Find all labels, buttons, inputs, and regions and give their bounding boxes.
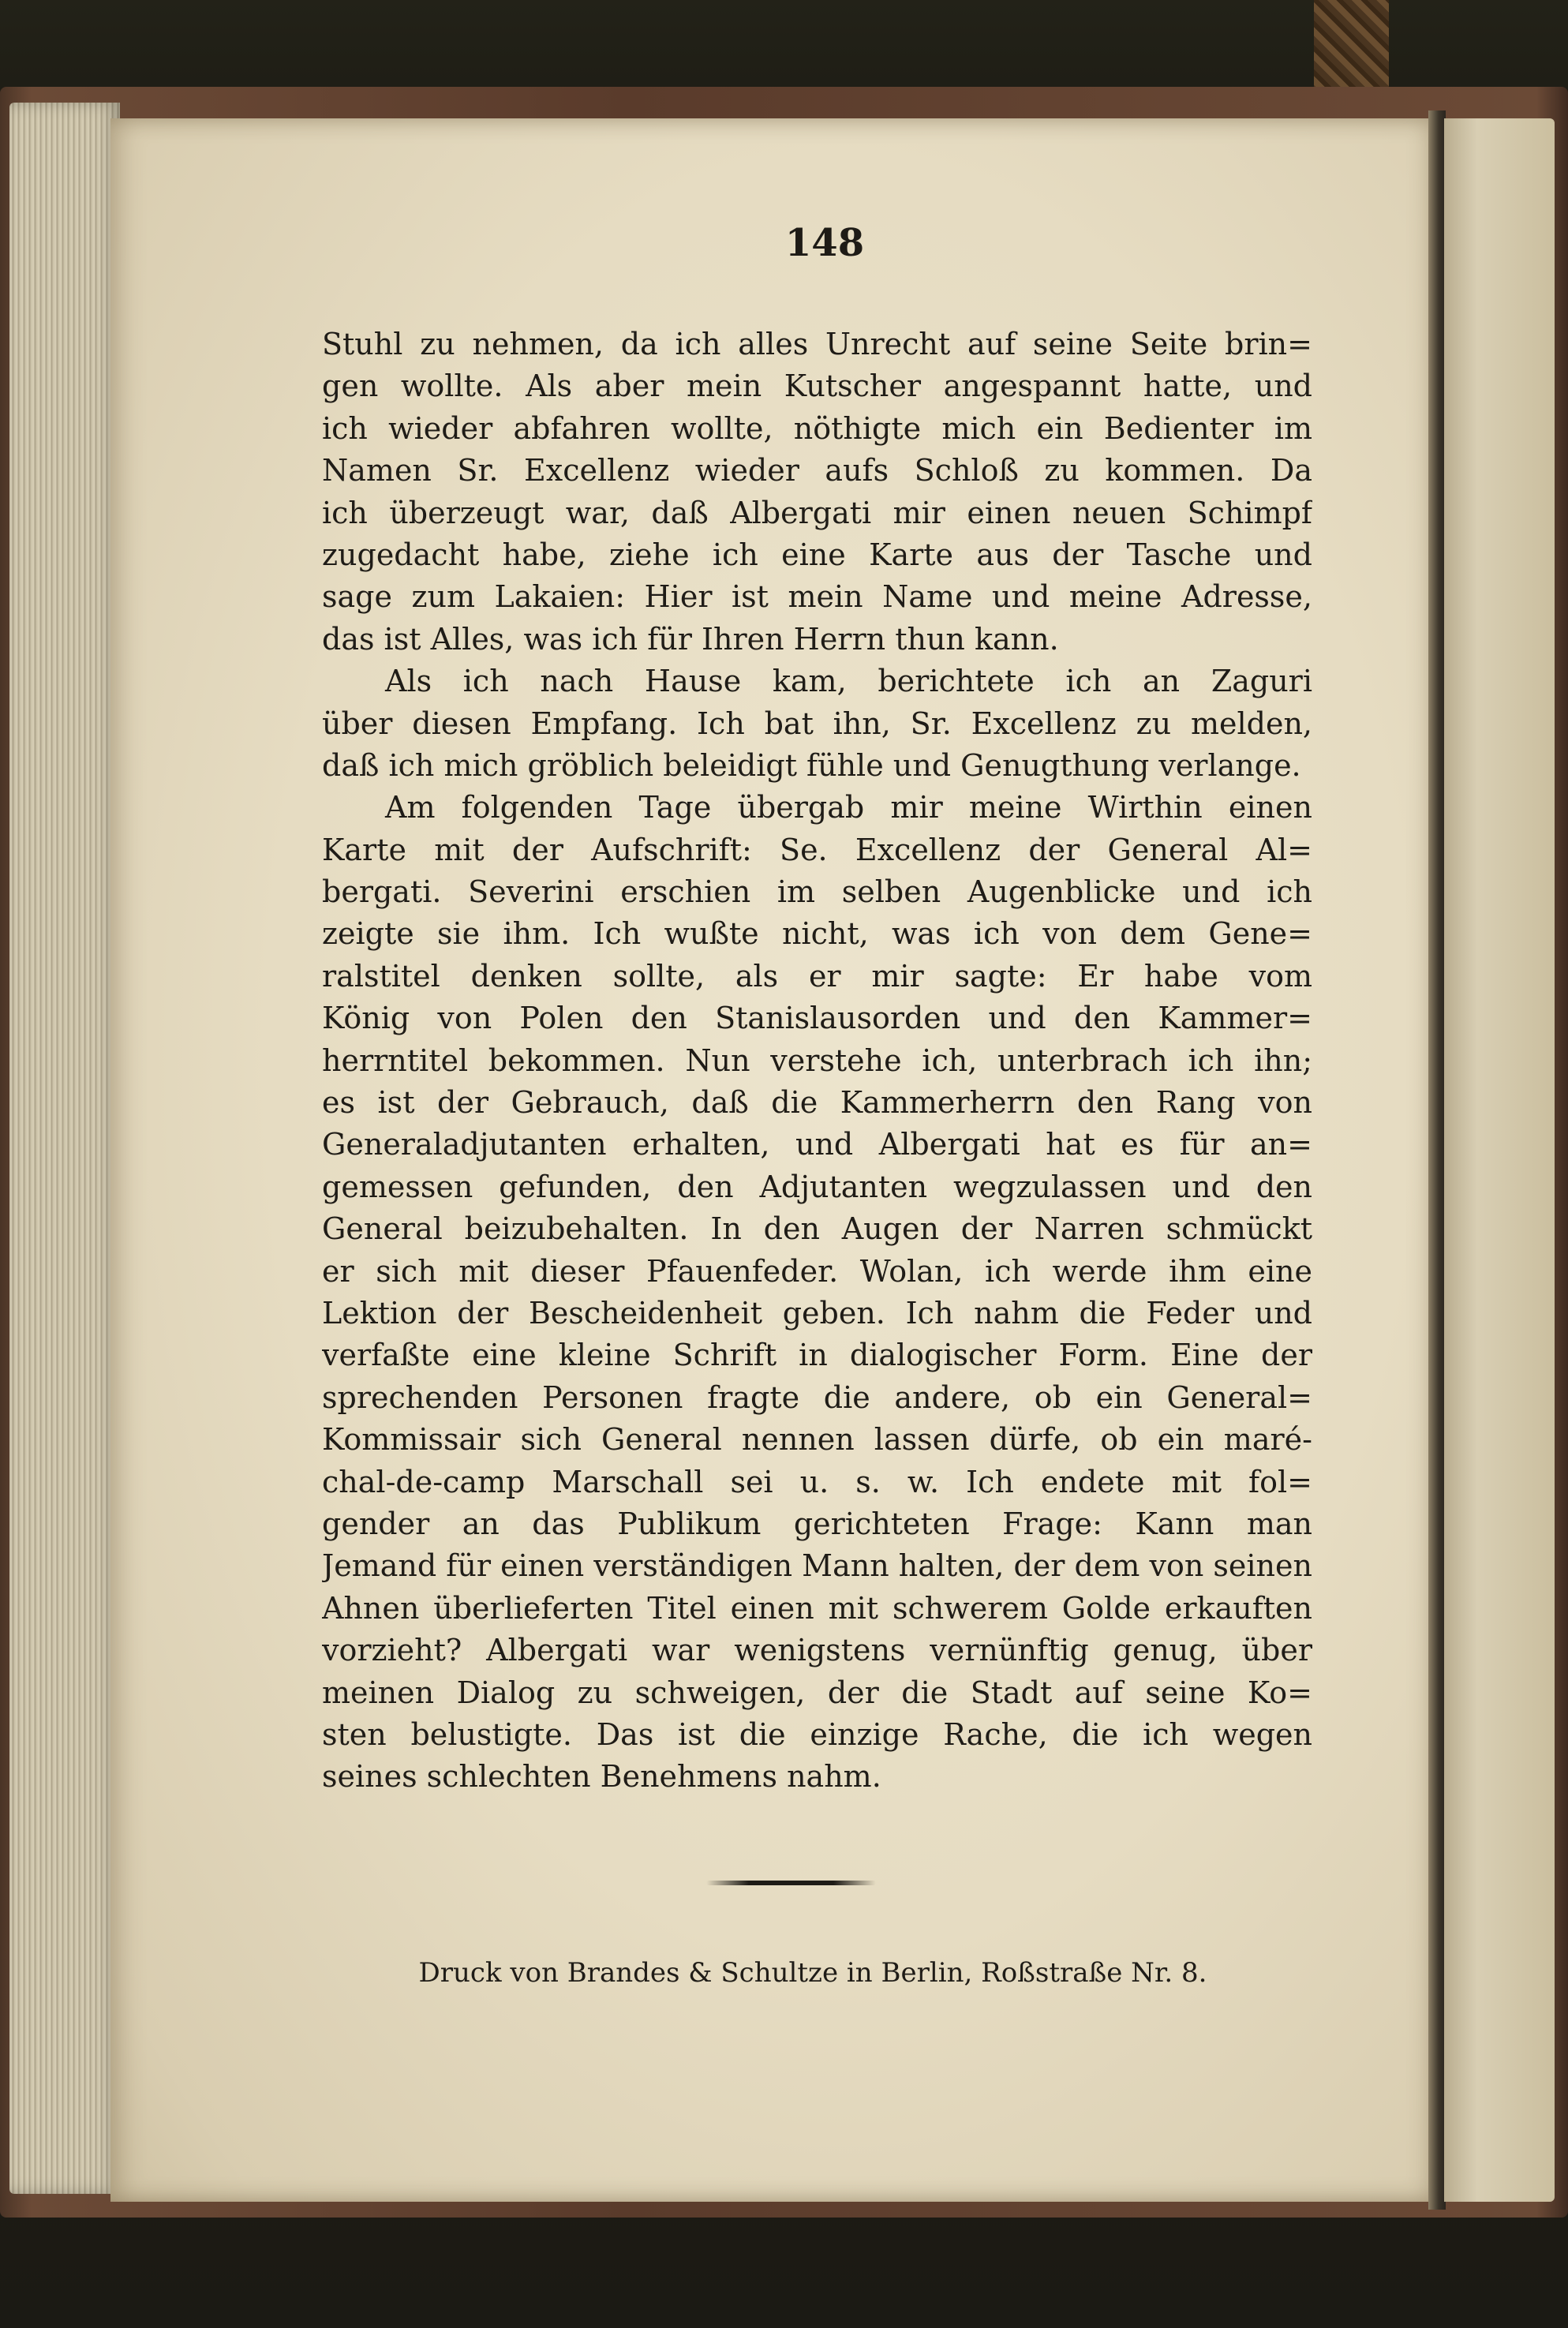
body-text [322,324,1312,1798]
text-line: ich überzeugt war, daß Albergati mir einen neuen Schimpf [322,495,1312,530]
text-line: meinen Dialog zu schweigen, der die Stadt auf seine Ko= [322,1675,1312,1710]
text-line: König von Polen den Stanislausorden und den Kammer= [322,1001,1312,1036]
text-line: chal-de-camp Marschall sei u. s. w. Ich endete mit fol= [322,1464,1312,1499]
text-line: bergati. Severini erschien im selben Augenblicke und ich [322,874,1312,910]
text-line: Kommissair sich General nennen lassen dürfe, ob ein maré- [322,1422,1312,1458]
text-line: gen wollte. Als aber mein Kutscher angespannt hatte, und [322,369,1312,404]
text-line: Als ich nach Hause kam, berichtete ich an Zaguri [385,664,1312,699]
text-line: herrntitel bekommen. Nun verstehe ich, unterbrach ich ihn; [322,1042,1312,1078]
text-line: gender an das Publikum gerichteten Frage: Kann man [322,1506,1312,1541]
text-line: vorzieht? Albergati war wenigstens vernünftig genug, über [322,1633,1312,1668]
text-line: Lektion der Bescheidenheit geben. Ich nahm die Feder und [322,1295,1312,1331]
text-line: Ahnen überlieferten Titel einen mit schwerem Golde erkauften [322,1590,1312,1626]
text-line: daß ich mich gröblich beleidigt fühle und Genugthung verlange. [322,747,1301,783]
text-line: das ist Alles, was ich für Ihren Herrn thun kann. [322,621,1059,657]
text-line: Stuhl zu nehmen, da ich alles Unrecht auf seine Seite brin= [322,327,1312,361]
text-line: seines schlechten Benehmens nahm. [322,1759,881,1795]
text-line: ich wieder abfahren wollte, nöthigte mich ein Bedienter im [322,410,1312,446]
text-line: General beizubehalten. In den Augen der Narren schmückt [322,1211,1312,1247]
text-line: Am folgenden Tage übergab mir meine Wirthin einen [385,790,1312,825]
page-number: 148 [784,221,865,265]
book-gutter [1428,110,1446,2210]
facing-page-edge [1444,118,1555,2202]
text-line: Generaladjutanten erhalten, und Albergati hat es für an= [322,1127,1312,1162]
text-line: zugedacht habe, ziehe ich eine Karte aus der Tasche und [322,537,1312,572]
text-line: sprechenden Personen fragte die andere, ob ein General= [322,1379,1312,1415]
end-rule [706,1881,876,1885]
text-line: ralstitel denken sollte, als er mir sagte: Er habe vom [322,958,1312,994]
text-line: sage zum Lakaien: Hier ist mein Name und meine Adresse, [322,579,1312,615]
text-line: Karte mit der Aufschrift: Se. Excellenz der General Al= [322,832,1312,867]
text-line: verfaßte eine kleine Schrift in dialogischer Form. Eine der [322,1338,1312,1373]
text-line: Jemand für einen verständigen Mann halten, der dem von seinen [322,1548,1312,1584]
text-line: sten belustigte. Das ist die einzige Rache, die ich wegen [322,1716,1312,1752]
text-line: es ist der Gebrauch, daß die Kammerherrn den Rang von [322,1085,1312,1121]
text-line: er sich mit dieser Pfauenfeder. Wolan, ich werde ihm eine [322,1253,1312,1289]
printer-imprint: Druck von Brandes & Schultze in Berlin, Roßstraße Nr. 8. [418,1957,1207,1989]
page-edges [9,103,120,2194]
text-line: über diesen Empfang. Ich bat ihn, Sr. Excellenz zu melden, [322,706,1312,741]
text-line: Namen Sr. Excellenz wieder aufs Schloß zu kommen. Da [322,453,1312,488]
text-line: zeigte sie ihm. Ich wußte nicht, was ich von dem Gene= [322,916,1312,952]
text-line: gemessen gefunden, den Adjutanten wegzulassen und den [322,1169,1312,1204]
